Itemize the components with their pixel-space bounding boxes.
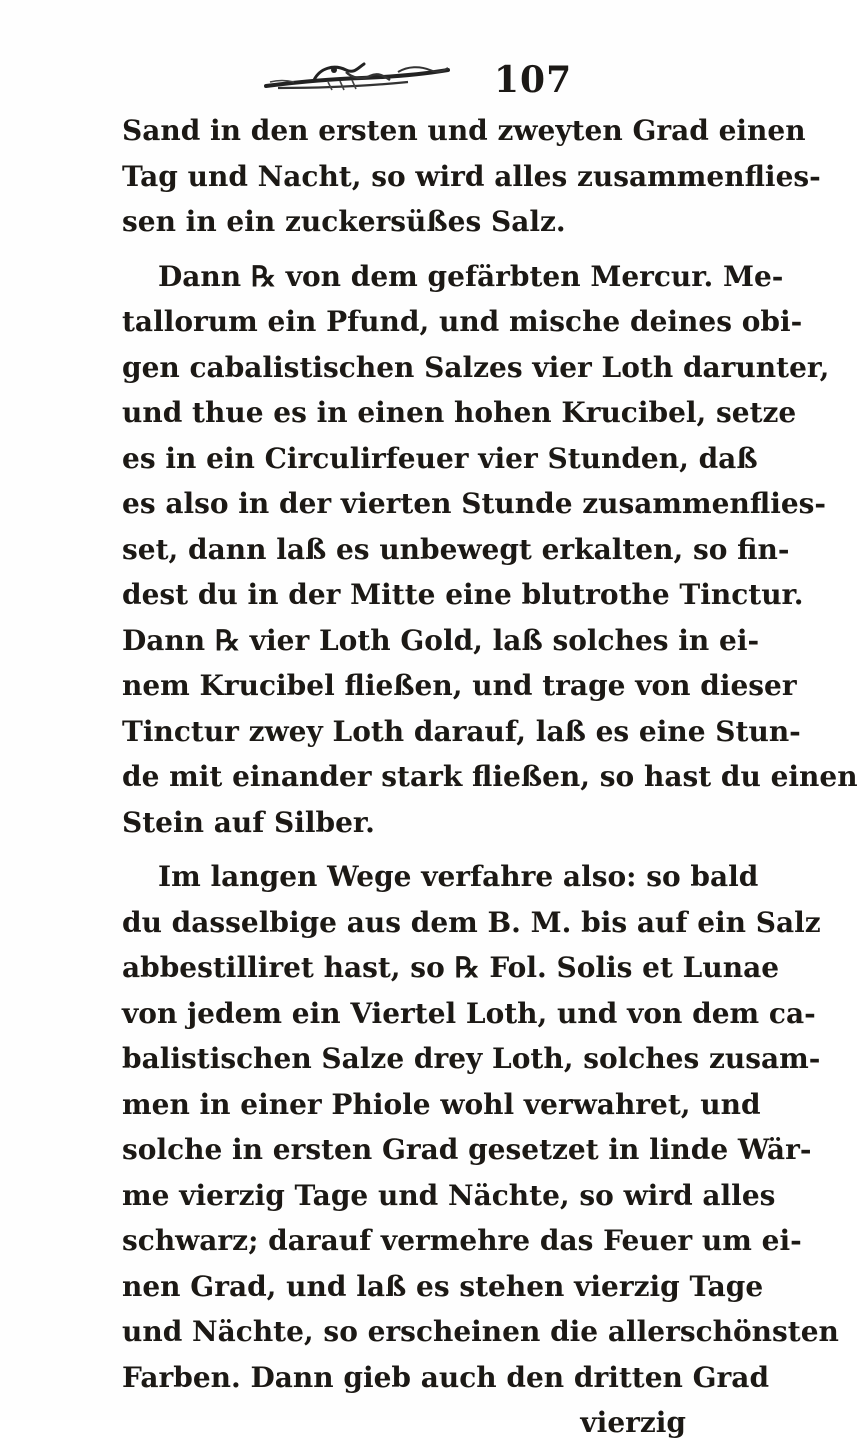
page-header (0, 58, 800, 101)
text-line: Dann ℞ von dem gefärbten Mercur. Me- (158, 259, 784, 293)
text-line: du dasselbige aus dem B. M. bis auf ein Salz (122, 905, 821, 939)
text-line: und thue es in einen hohen Krucibel, setze (122, 396, 797, 429)
catchword: vierzig (580, 1406, 686, 1439)
text-line: Farben. Dann gieb auch den dritten Grad (122, 1360, 770, 1394)
text-line: Im langen Wege verfahre also: so bald (158, 860, 759, 893)
text-line: schwarz; darauf vermehre das Feuer um ei- (122, 1224, 802, 1257)
text-line: dest du in der Mitte eine blutrothe Tinctur. (122, 578, 804, 611)
text-line: und Nächte, so erscheinen die allerschönsten (122, 1315, 839, 1348)
paragraph-3 (122, 854, 839, 1400)
text-line: de mit einander stark fließen, so hast du einen (122, 760, 858, 793)
paragraph-2 (122, 254, 858, 846)
text-line: Dann ℞ vier Loth Gold, laß solches in ei- (122, 623, 760, 657)
text-line: Stein auf Silber. (122, 805, 375, 839)
text-line: balistischen Salze drey Loth, solches zusam- (122, 1042, 821, 1075)
text-line: Sand in den ersten und zweyten Grad einen (122, 114, 806, 147)
text-line: abbestilliret hast, so ℞ Fol. Solis et Lunae (122, 951, 780, 984)
text-line: men in einer Phiole wohl verwahret, und (122, 1087, 761, 1121)
text-line: nen Grad, und laß es stehen vierzig Tage (122, 1269, 764, 1303)
text-line: solche in ersten Grad gesetzet in linde Wär- (122, 1133, 812, 1166)
text-line: sen in ein zuckersüßes Salz. (122, 205, 566, 238)
text-line: Tag und Nacht, so wird alles zusammenflies- (122, 159, 821, 193)
text-line: von jedem ein Viertel Loth, und von dem ca- (122, 996, 816, 1030)
text-line: es in ein Circulirfeuer vier Stunden, daß (122, 441, 758, 475)
text-line: Tinctur zwey Loth darauf, laß es eine Stun- (122, 714, 801, 748)
scroll-ornament-icon (258, 58, 454, 92)
text-line: nem Krucibel fließen, und trage von dieser (122, 669, 797, 702)
text-line: me vierzig Tage und Nächte, so wird alles (122, 1178, 776, 1212)
text-line: tallorum ein Pfund, und mische deines obi- (122, 305, 803, 338)
text-line: set, dann laß es unbewegt erkalten, so fin- (122, 532, 790, 566)
page-number: 107 (494, 59, 573, 101)
body-text (122, 108, 858, 1446)
text-line: gen cabalistischen Salzes vier Loth darunter, (122, 350, 830, 384)
paragraph-1 (122, 108, 821, 245)
text-line: es also in der vierten Stunde zusammenflies- (122, 487, 827, 520)
